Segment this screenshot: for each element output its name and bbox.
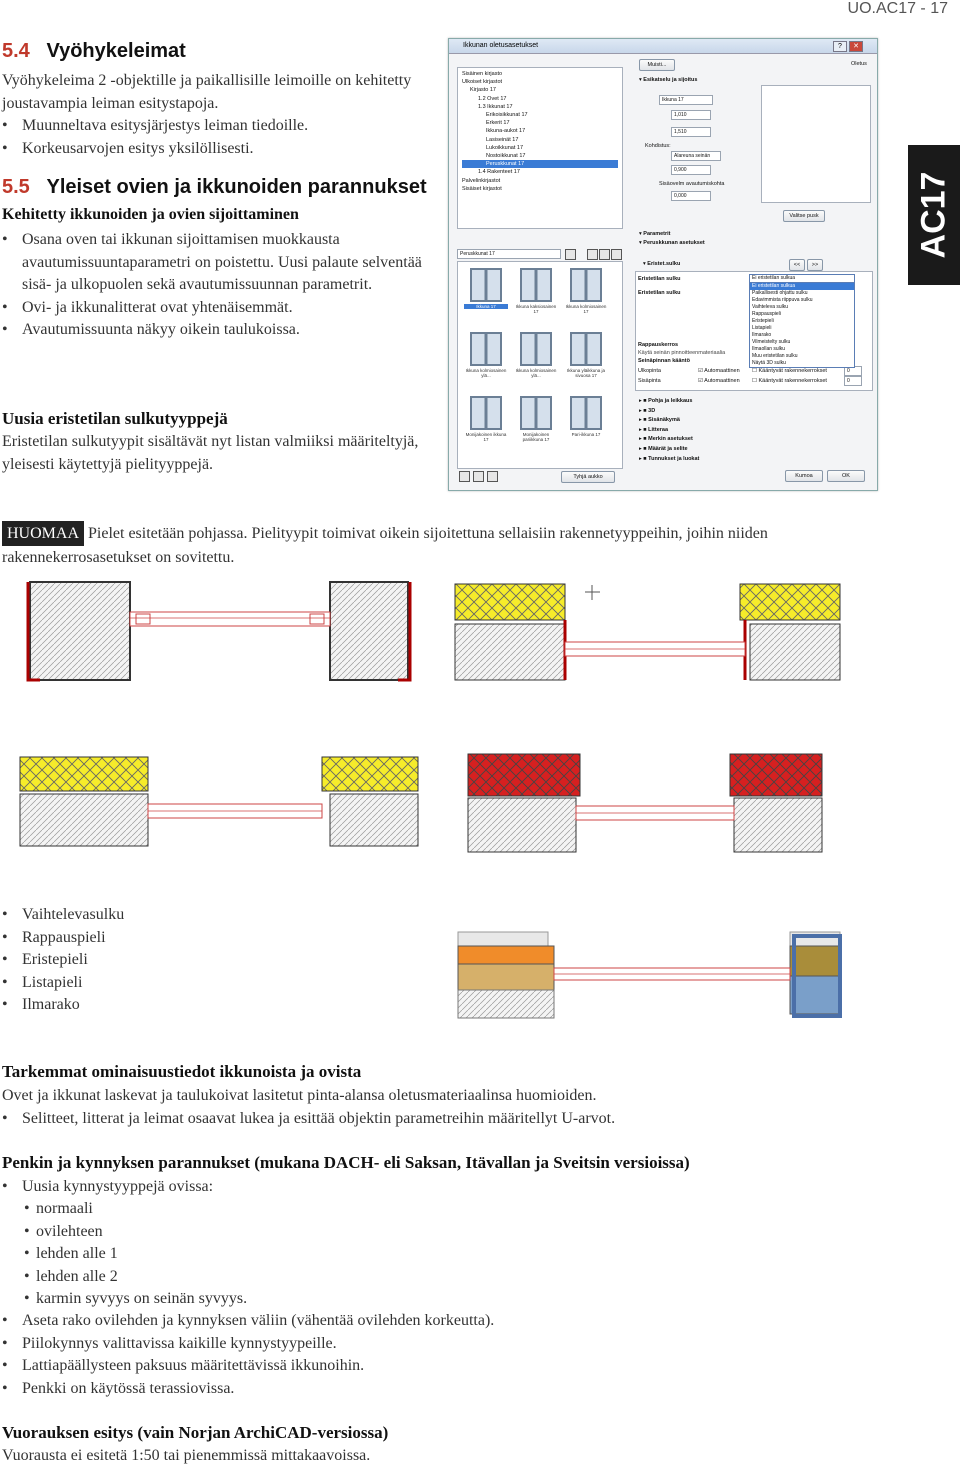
tile-label: Monijakoinen ikkuna 17 <box>465 432 507 442</box>
list-item: • Listapieli <box>0 972 300 995</box>
add-icon[interactable] <box>473 471 484 482</box>
section-5-4-text: Vyöhykeleima 2 -objektille ja paikallisille leimoille on kehitetty joustavampia leiman esitystapoja. <box>2 72 412 112</box>
sill-subbullets <box>0 1198 900 1311</box>
tile-label: Ikkuna kaksiosainen 17 <box>515 304 557 314</box>
dropdown-option[interactable]: Vilmeistelty sulku <box>752 339 791 345</box>
settings-section[interactable]: ▸ ■ Määrät ja selite <box>639 445 688 452</box>
dialog-title: Ikkunan oletusasetukset <box>463 42 539 49</box>
details-heading: Tarkemmat ominaisuustiedot ikkunoista ja ovista <box>2 1062 362 1081</box>
bullet-item: • Aseta rako ovilehden ja kynnyksen väliin (vähentää ovilehden korkeutta). <box>0 1310 900 1333</box>
param-outer: Ulkopinta <box>638 368 661 374</box>
ok-button[interactable]: OK <box>827 470 865 482</box>
settings-section[interactable]: ▸ ■ Tunnukset ja luokat <box>639 455 700 462</box>
section-number: 5.5 <box>2 176 30 198</box>
dropdown-option[interactable]: Ilmarako <box>752 332 772 338</box>
section-5-5-heading <box>2 176 427 199</box>
settings-section[interactable]: ▸ ■ Sisänäkymä <box>639 417 680 424</box>
reveal-text: Eristetilan sulkutyypit sisältävät nyt listan valmiiksi määriteltyjä, yleisesti käytettyjä pielityyppejä. <box>2 433 419 473</box>
note-badge: HUOMAA <box>2 521 84 546</box>
list-item: • Ilmarako <box>0 994 300 1017</box>
bullet-item: • Selitteet, litterat ja leimat osaavat lukea ja esittää objektin parametreihin määritellyt U-arvot. <box>0 1108 900 1131</box>
reveal-heading: Uusia eristetilan sulkutyyppejä <box>2 409 228 428</box>
tree-item[interactable]: 1.2 Ovet 17 <box>478 95 507 102</box>
bullet-item: • Penkki on käytössä terassiovissa. <box>0 1378 900 1401</box>
tile-label: Ikkuna kolmiosainen ylä... <box>465 368 507 378</box>
param-plaster-2: Käytä seinän pinnoitteenmateriaalia <box>638 350 726 356</box>
object-tile[interactable] <box>464 332 508 378</box>
drawing-1 <box>28 582 410 680</box>
tile-label: Ikkuna kolmiosainen ylä... <box>515 368 557 378</box>
next-button[interactable]: >> <box>807 259 823 271</box>
sill-bullets-2 <box>0 1310 900 1400</box>
settings-section[interactable]: ▸ ■ Merkin asetukset <box>639 436 693 443</box>
reveal-type-dropdown[interactable] <box>749 274 855 368</box>
prev-button[interactable]: << <box>789 259 805 271</box>
choose-button[interactable]: Valitse pusk <box>783 210 825 222</box>
tree-item[interactable]: Ikkuna-aukot 17 <box>486 128 526 135</box>
tree-item[interactable]: Erkerit 17 <box>486 120 510 127</box>
settings-sections <box>639 397 699 464</box>
section-number: 5.4 <box>2 40 30 62</box>
window-icon <box>520 268 552 302</box>
dialog-titlebar <box>449 39 877 54</box>
param-reveal-2: Eristetilan sulku <box>638 290 681 296</box>
object-tile[interactable] <box>564 332 608 378</box>
drawing-3 <box>20 757 418 846</box>
view-icon[interactable] <box>611 249 622 260</box>
window-icon <box>520 332 552 366</box>
preview-area <box>761 85 871 203</box>
bullet-item: • Lattiapäällysteen paksuus määritettävissä ikkunoihin. <box>0 1355 900 1378</box>
favorites-button[interactable]: Muisti... <box>639 59 675 71</box>
close-button[interactable]: ✕ <box>849 41 863 52</box>
sub-bullet-item: • lehden alle 2 <box>0 1266 900 1289</box>
cancel-button[interactable]: Kumoa <box>785 470 823 482</box>
object-name[interactable]: Ikkuna 17 <box>659 95 713 105</box>
tile-label: Pari-ikkuna 17 <box>571 432 601 437</box>
side-tab <box>908 145 960 285</box>
view-icon[interactable] <box>587 249 598 260</box>
preview-section[interactable]: ▾ Esikatselu ja sijoitus <box>639 77 698 83</box>
tree-item[interactable]: Lasiseinät 17 <box>486 136 519 143</box>
default-label: Oletus <box>851 61 867 67</box>
side-tab-label: AC17 <box>914 171 953 259</box>
section-5-5-subtitle: Kehitetty ikkunoiden ja ovien sijoittaminen <box>2 206 299 223</box>
window-icon <box>470 268 502 302</box>
drawing-4 <box>468 754 822 852</box>
sub-bullet-item: • normaali <box>0 1198 900 1221</box>
width-field[interactable]: 1,010 <box>671 110 711 120</box>
bullet-item: • Muunneltava esitysjärjestys leiman tiedoille. <box>0 115 430 138</box>
bullet-item: • Ovi- ja ikkunalitterat ovat yhtenäisemmät. <box>0 297 430 320</box>
dropdown-option[interactable]: Ei eristetilan sulkua <box>750 275 854 283</box>
section-title: Vyöhykeleimat <box>46 40 186 62</box>
dropdown-option[interactable]: Listapieli <box>752 325 772 331</box>
settings-section[interactable]: ▸ ■ Pohja ja leikkaus <box>639 398 693 404</box>
dropdown-option[interactable]: Paikallisesti ohjattu sulku <box>752 290 808 296</box>
drawing-2 <box>455 584 840 680</box>
details-bullets <box>0 1108 900 1131</box>
window-icon <box>570 332 602 366</box>
value-field[interactable]: 0 <box>844 376 862 386</box>
param-plaster: Rappauskerros <box>638 342 679 348</box>
tree-item[interactable]: Peruskkunat 17 <box>462 160 618 168</box>
window-icon <box>570 268 602 302</box>
height-field[interactable]: 1,510 <box>671 127 711 137</box>
section-title: Yleiset ovien ja ikkunoiden parannukset <box>46 176 427 198</box>
reveal-tree-label: ▾ Eristet.sulku <box>643 261 681 267</box>
param-inner: Sisäpinta <box>638 378 661 384</box>
dropdown-option[interactable]: Vaihteleva sulku <box>752 304 789 310</box>
drawing-5 <box>458 932 840 1018</box>
search-icon[interactable] <box>487 471 498 482</box>
object-tile[interactable] <box>464 396 508 442</box>
window-icon <box>520 396 552 430</box>
dropdown-option[interactable]: Edavimmista riippuva sulku <box>752 297 813 303</box>
param-reveal: Eristetilan sulku <box>638 276 681 282</box>
tree-item[interactable]: 1.3 Ikkunat 17 <box>478 103 513 110</box>
param-wall-flip: Seinäpinnan kääntö <box>638 358 690 364</box>
tree-item[interactable]: Nostoikkunat 17 <box>486 153 526 160</box>
details-text: Ovet ja ikkunat laskevat ja taulukoivat lasitetut pinta-alansa oletusmateriaalinsa huomioiden. <box>2 1087 597 1104</box>
sill-bullets <box>0 1176 900 1199</box>
list-item: • Vaihtelevasulku <box>0 904 300 927</box>
bullet-item: • Korkeusarvojen esitys yksilöllisesti. <box>0 138 430 161</box>
check-auto-1[interactable]: ☑ Automaattinen <box>698 368 740 374</box>
section-5-4-heading <box>2 40 186 63</box>
object-tile[interactable] <box>514 268 558 314</box>
settings-section[interactable]: ▸ ■ 3D <box>639 407 656 414</box>
dropdown-option[interactable]: Muu eristetilan sulku <box>752 353 798 359</box>
object-tile[interactable] <box>564 268 608 314</box>
section-5-4-bullets <box>0 115 430 160</box>
section-5-5-bullets <box>0 229 430 342</box>
tile-label: Ikkuna yläikkuna ja sivuosa 17 <box>566 368 606 378</box>
tree-item[interactable]: Sisäiset kirjastot <box>462 185 502 192</box>
page-reference: UO.AC17 - 17 <box>847 0 948 17</box>
tree-item[interactable]: 1.4 Rakenteet 17 <box>478 169 520 176</box>
parameters-section[interactable]: ▾ Parametrit <box>639 231 671 237</box>
tile-label: Ikkuna 17 <box>464 304 508 309</box>
anchor-select[interactable]: Alareuna seinän <box>671 151 721 161</box>
object-tile[interactable] <box>464 268 508 309</box>
tree-item[interactable]: Sisäinen kirjasto <box>462 71 503 77</box>
tree-item[interactable]: Ulkoiset kirjastot <box>462 79 503 86</box>
folder-icon[interactable] <box>565 249 576 260</box>
sub-bullet-item: • ovilehteen <box>0 1221 900 1244</box>
sub-bullet-item: • lehden alle 1 <box>0 1243 900 1266</box>
tile-label: Ikkuna kolmiosainen 17 <box>565 304 607 314</box>
window-icon <box>570 396 602 430</box>
dropdown-option[interactable]: Rappauspieli <box>752 311 781 317</box>
empty-opening-button[interactable]: Tyhjä aukko <box>561 471 615 483</box>
bullet-item: • Osana oven tai ikkunan sijoittamisen muokkausta avautumissuuntaparametri on poistettu. Uusi palaute selventää sisä- ja ulkopuolen sekä avautumissuunnan parametrit. <box>0 229 430 297</box>
object-tile[interactable] <box>514 332 558 378</box>
tree-item[interactable]: Lukoikkunat 17 <box>486 144 523 151</box>
dropdown-option[interactable]: Ilmaollan sulku <box>752 346 786 352</box>
library-tree[interactable] <box>457 67 623 229</box>
list-item: • Rappauspieli <box>0 927 300 950</box>
library-icon[interactable] <box>459 471 470 482</box>
check-flip-2[interactable]: ☐ Kääntyvät rakennekerrokset <box>752 378 827 384</box>
anchor-label: Kohdistus: <box>645 143 671 149</box>
value-field[interactable]: 0 <box>844 366 862 376</box>
dropdown-option[interactable]: Näytä 3D sulku <box>752 360 786 366</box>
offset-field[interactable]: 0,000 <box>671 191 711 201</box>
tree-item[interactable]: Palvelinkirjastot <box>462 177 501 184</box>
tree-item[interactable]: Kirjasto 17 <box>470 87 496 94</box>
help-button[interactable]: ? <box>833 41 847 52</box>
window-icon <box>470 332 502 366</box>
list-item: • Eristepieli <box>0 949 300 972</box>
tree-item[interactable]: Erikoisikkunat 17 <box>486 112 528 119</box>
check-flip-1[interactable]: ☐ Kääntyvät rakennekerrokset <box>752 368 827 374</box>
dropdown-option[interactable]: Ei eristetilan sulkua <box>750 283 854 290</box>
object-tiles[interactable] <box>457 261 623 469</box>
dropdown-option[interactable]: Eristepieli <box>752 318 774 324</box>
sub-bullet-item: • karmin syvyys on seinän syvyys. <box>0 1288 900 1311</box>
sill-heading: Penkin ja kynnyksen parannukset (mukana DACH- eli Saksan, Itävallan ja Sveitsin versioissa) <box>2 1153 690 1172</box>
settings-section[interactable]: ▸ ■ Litteraa <box>639 426 669 433</box>
bullet-item: • Uusia kynnystyyppejä ovissa: <box>0 1176 900 1199</box>
window-settings-section[interactable]: ▾ Peruskkunan asetukset <box>639 240 705 246</box>
tile-label: Monijakoinen pariikkuna 17 <box>522 432 550 442</box>
sill-height-field[interactable]: 0,900 <box>671 165 711 175</box>
window-icon <box>470 396 502 430</box>
norway-heading: Vuorauksen esitys (vain Norjan ArchiCAD-versiossa) <box>2 1423 389 1442</box>
window-defaults-dialog <box>448 38 878 491</box>
note-text: Pielet esitetään pohjassa. Pielityypit toimivat oikein sijoitettuna sellaisiin rakennetyyppeihin, joihin niiden rakennekerrosasetukset on sovitettu. <box>2 525 768 566</box>
check-auto-2[interactable]: ☑ Automaattinen <box>698 378 740 384</box>
bullet-item: • Avautumissuunta näkyy oikein taulukoissa. <box>0 319 430 342</box>
reveal-type-list <box>0 904 300 1017</box>
object-tile[interactable] <box>514 396 558 442</box>
object-tile[interactable] <box>564 396 608 437</box>
bullet-item: • Piilokynnys valittavissa kaikille kynnystyypeille. <box>0 1333 900 1356</box>
norway-text: Vuorausta ei esitetä 1:50 tai pienemmissä mittakaavoissa. <box>2 1447 371 1464</box>
reveal-label: Sisäovelm avautumiskohta <box>659 181 725 187</box>
note-paragraph <box>2 521 877 569</box>
folder-select[interactable]: Peruskkunat 17 <box>457 249 561 259</box>
view-icon[interactable] <box>599 249 610 260</box>
